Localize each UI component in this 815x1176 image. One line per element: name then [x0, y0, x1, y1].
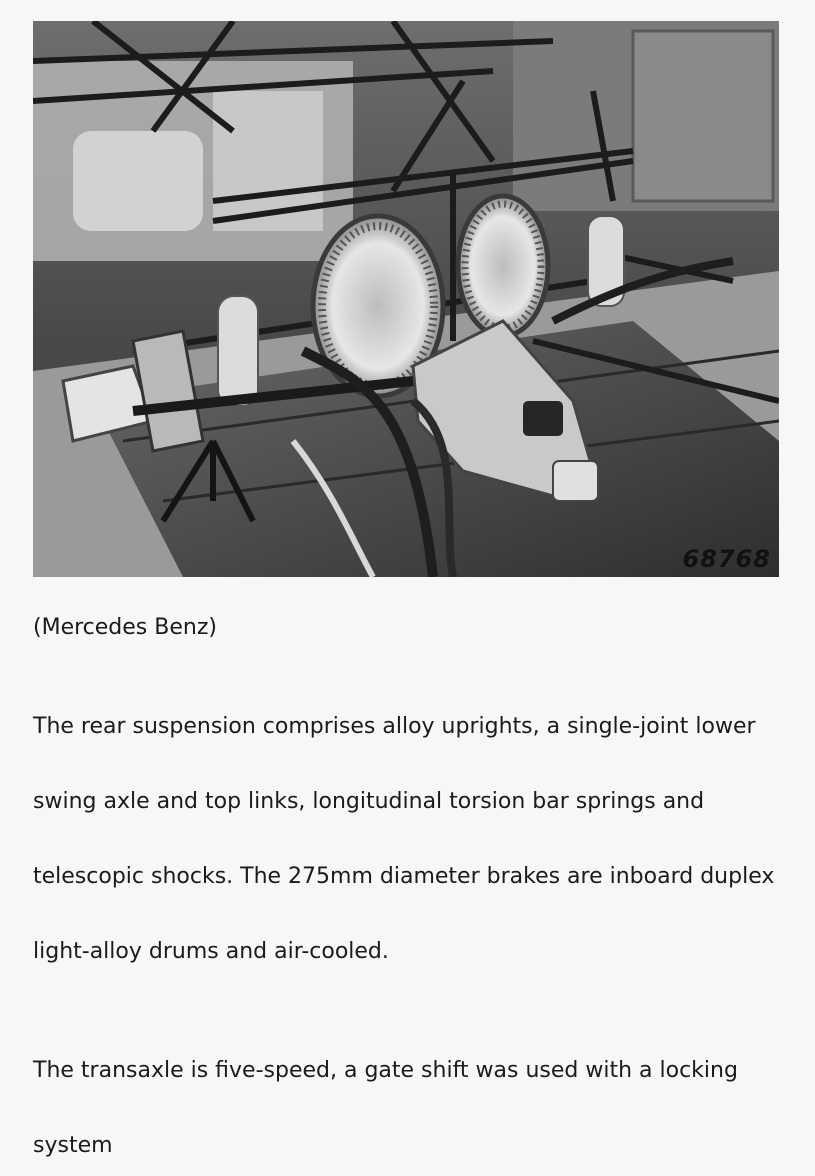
paragraph-transaxle: The transaxle is five-speed, a gate shift was used with a locking system: [33, 1058, 738, 1158]
photo-negative-number: 68768: [682, 545, 771, 573]
paragraph-rear-suspension: The rear suspension comprises alloy uprights, a single-joint lower swing axle and top links, longitudinal torsion bar springs and telescopic shocks. The 275mm diameter brakes are inboard duplex light-alloy drums and air-cooled.: [33, 714, 775, 964]
photo-credit: (Mercedes Benz): [33, 615, 217, 640]
chassis-illustration: [33, 21, 779, 577]
chassis-photo: [33, 21, 779, 577]
